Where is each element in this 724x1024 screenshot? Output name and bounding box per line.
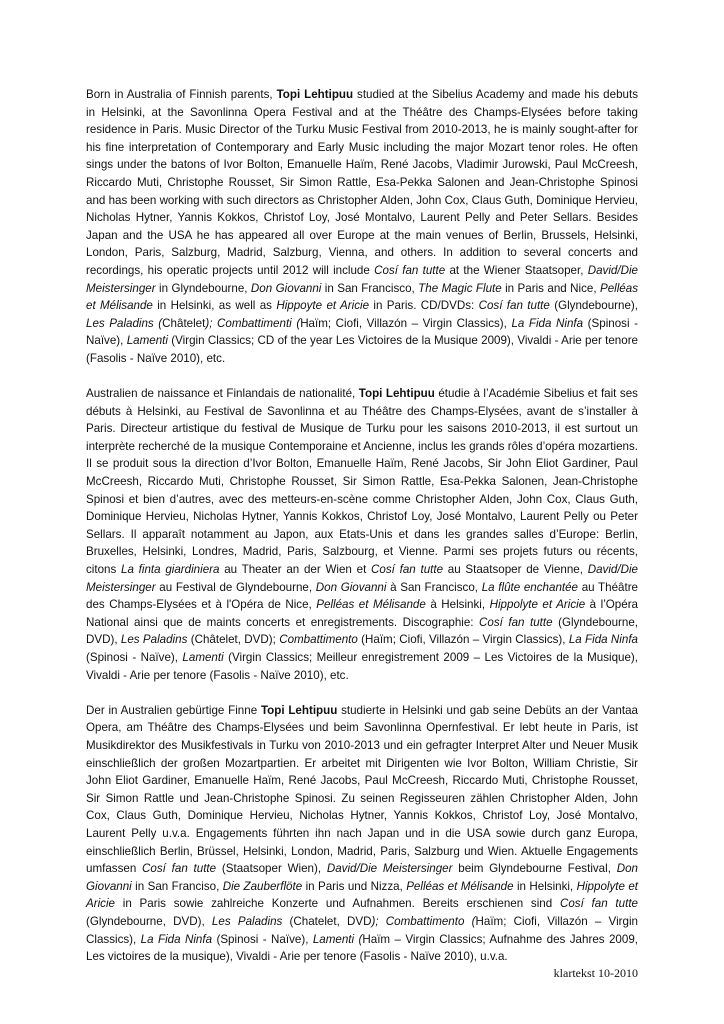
work-title: La flûte enchantée bbox=[481, 580, 579, 594]
text-run: au Théâtre des Champs-Elysées et à l'Opéra de Nice, bbox=[86, 580, 639, 612]
text-run: (Spinosi - Naïve), bbox=[212, 932, 313, 946]
footer-credit: klartekst 10-2010 bbox=[553, 966, 638, 980]
text-run: in San Francisco, bbox=[321, 281, 419, 295]
work-title: Die Zauberflöte bbox=[222, 879, 303, 893]
work-title: Les Paladins bbox=[211, 914, 283, 928]
bio-paragraph-french bbox=[86, 385, 638, 684]
text-run: étudie à l’Académie Sibelius et fait ses débuts à Helsinki, au Festival de Savonlinna et au Théâtre des Champs-Elysées, avant de s’installer à Paris. Directeur artistique du festival de Musique de Turku pour les saisons 2010-2013, il est surtout un interprète recherché de la musique Contemporaine et Ancienne, inclus les grands rôles d’opéra mozartiens. Il se produit sous la direction d’Ivor Bolton, Emanuelle Haïm, René Jacobs, Sir John Eliot Gardiner, Paul McCreesh, Riccardo Muti, Christophe Rousset, Sir Simon Rattle, Esa-Pekka Salonen, Jean-Christophe Spinosi et bien d’autres, avec des metteurs-en-scène comme Christopher Alden, John Cox, Claus Guth, Dominique Hervieu, Nicholas Hytner, Yannis Kokkos, Christof Loy, José Montalvo, Laurent Pelly ou Peter Sellars. Il apparaît notamment au Japon, aux Etats-Unis et dans les grandes salles d’Europe: Berlin, Bruxelles, Helsinki, Londres, Madrid, Paris, Salzbourg, et Vienne. Parmi ses projets futurs ou récents, citons bbox=[86, 387, 638, 577]
text-run: Haïm – Virgin Classics; Aufnahme des Jahres 2009, Les victoires de la musique), Vivaldi - Arie per tenore (Fasolis - Naïve 2010), u.v.a. bbox=[86, 932, 638, 964]
text-run: (Virgin Classics; Meilleur enregistrement 2009 – Les Victoires de la Musique), Vivaldi - Arie per tenore (Fasolis - Naïve 2010), etc. bbox=[86, 651, 639, 682]
text-run: in Helsinki, as well as bbox=[152, 299, 277, 313]
work-title: Combattimento bbox=[279, 633, 358, 647]
document-page bbox=[86, 86, 638, 983]
text-run: (Spinosi - Naïve), bbox=[86, 316, 638, 348]
text-run: (Glyndebourne, DVD), bbox=[86, 914, 212, 928]
text-run: (Spinosi - Naïve), bbox=[86, 651, 183, 664]
text-run: Der in Australien gebürtige Finne bbox=[86, 703, 261, 717]
text-run: (Châtelet, DVD); bbox=[187, 633, 280, 647]
text-run: in Paris sowie zahlreiche Konzerte und Aufnahmen. Bereits erschienen sind bbox=[115, 897, 560, 911]
work-title: Don Giovanni bbox=[250, 281, 322, 295]
work-title: ); Combattimenti ( bbox=[205, 316, 301, 330]
work-title: Les Paladins bbox=[120, 633, 188, 647]
work-title: Lamenti ( bbox=[312, 932, 363, 946]
work-title: Lamenti bbox=[126, 334, 168, 348]
text-run: at the Wiener Staatsoper, bbox=[445, 263, 588, 277]
work-title: Hippoyte et Aricie bbox=[276, 299, 370, 313]
artist-name: Topi Lehtipuu bbox=[260, 703, 338, 717]
work-title: Les Paladins ( bbox=[86, 316, 163, 330]
text-run: studied at the Sibelius Academy and made his debuts in Helsinki, at the Savonlinna Opera Festival and at the Théâtre des Champs-Elysées before taking residence in Paris. Music Director of the Turku Music Festival from 2010-2013, he is mainly sought-after for his fine interpretation of Contemporary and Early Music including the major Mozart tenor roles. He often sings under the batons of Ivor Bolton, Emanuelle Haïm, René Jacobs, Vladimir Jurowski, Paul McCreesh, Riccardo Muti, Christophe Rousset, Sir Simon Rattle, Esa-Pekka Salonen and Jean-Christophe Spinosi and has been working with such directors as Christopher Alden, John Cox, Claus Guth, Dominique Hervieu, Nicholas Hytner, Yannis Kokkos, Christof Loy, José Montalvo, Laurent Pelly and Peter Sellars. Besides Japan and the USA he has appeared all over Europe at the main venues of Berlin, Brussels, Helsinki, London, Paris, Salzburg, Madrid, Salzburg, Vienna, and others. In addition to several concerts and recordings, his operatic projects until 2012 will include bbox=[86, 88, 638, 277]
text-run: (Glyndebourne, DVD), bbox=[86, 615, 638, 647]
work-title: La finta giardiniera bbox=[121, 563, 220, 577]
text-run: in San Franciso, bbox=[131, 879, 223, 893]
text-run: beim Glyndebourne Festival, bbox=[452, 862, 617, 876]
work-title: Lamenti bbox=[182, 651, 224, 664]
text-run: à San Francisco, bbox=[386, 580, 482, 594]
text-run: in Glyndebourne, bbox=[155, 281, 251, 295]
work-title: Hippolyte et Aricie bbox=[86, 879, 639, 911]
work-title: Pelléas et Mélisande bbox=[86, 281, 638, 313]
text-run: in Paris. CD/DVDs: bbox=[369, 299, 479, 313]
text-run: Born in Australia of Finnish parents, bbox=[86, 88, 277, 101]
text-run: (Chatelet, DVD bbox=[282, 914, 372, 928]
text-run: (Glyndebourne), bbox=[549, 299, 638, 313]
text-run: (Virgin Classics; CD of the year Les Victoires de la Musique 2009), Vivaldi - Arie per tenore (Fasolis - Naïve 2010), etc. bbox=[86, 334, 638, 365]
text-run: à Helsinki, bbox=[425, 598, 490, 612]
artist-name: Topi Lehtipuu bbox=[358, 387, 435, 401]
text-run: Australien de naissance et Finlandais de nationalité, bbox=[86, 387, 359, 401]
text-run: in Helsinki, bbox=[513, 879, 577, 893]
work-title: Cosí fan tutte bbox=[374, 263, 446, 277]
artist-name: Topi Lehtipuu bbox=[276, 88, 354, 101]
work-title: Cosí fan tutte bbox=[479, 615, 553, 629]
text-run: à l’Opéra National ainsi que de maints concerts et enregistrements. Discographie: bbox=[86, 598, 638, 629]
work-title: Pelléas et Mélisande bbox=[316, 598, 426, 612]
work-title: Cosí fan tutte bbox=[371, 563, 444, 577]
text-run: au Festival de Glyndebourne, bbox=[155, 580, 316, 594]
work-title: La Fida Ninfa bbox=[140, 932, 213, 946]
work-title: Cosí fan tutte bbox=[142, 862, 217, 876]
work-title: Hippolyte et Aricie bbox=[489, 598, 586, 612]
text-run: studierte in Helsinki und gab seine Debüts an der Vantaa Opera, am Théâtre des Champs-Elysées und beim Savonlinna Opernfestival. Er lebt heute in Paris, ist Musikdirektor des Musikfestivals in Turku von 2010-2013 und ein gefragter Interpret Alter und Neuer Musik einschließlich der großen Mozartpartien. Er arbeitet mit Dirigenten wie Ivor Bolton, William Christie, Sir John Eliot Gardiner, Emanuelle Haïm, René Jacobs, Paul McCreesh, Riccardo Muti, Christophe Rousset, Sir Simon Rattle und Jean-Christophe Spinosi. Zu seinen Regisseuren zählen Christopher Alden, John Cox, Claus Guth, Dominique Hervieu, Nicholas Hytner, Yannis Kokkos, Christof Loy, José Montalvo, Laurent Pelly u.v.a. Engagements führten ihn nach Japan und in die USA sowie durch ganz Europa, einschließlich Berlin, Brüssel, Helsinki, London, Madrid, Paris, Salzburg und Wien. Aktuelle Engagements umfassen bbox=[86, 703, 638, 876]
text-run: Haïm; Ciofi, Villazón – Virgin Classics), bbox=[86, 914, 638, 946]
text-run: in Paris und Nizza, bbox=[302, 879, 407, 893]
text-run: Châtelet bbox=[162, 316, 206, 330]
bio-paragraph-english bbox=[86, 86, 638, 368]
text-run: (Staatsoper Wien), bbox=[216, 862, 327, 876]
work-title: La Fida Ninfa bbox=[568, 633, 638, 647]
bio-paragraph-german bbox=[86, 702, 638, 966]
text-run: au Staatsoper de Vienne, bbox=[443, 563, 588, 577]
work-title: David/Die Meistersinger bbox=[86, 263, 638, 295]
work-title: La Fida Ninfa bbox=[511, 316, 584, 330]
text-run: Haïm; Ciofi, Villazón – Virgin Classics), bbox=[300, 316, 512, 330]
text-run: au Theater an der Wien et bbox=[219, 563, 372, 577]
work-title: David/Die Meistersinger bbox=[86, 563, 638, 594]
work-title: Don Giovanni bbox=[315, 580, 387, 594]
work-title: Cosí fan tutte bbox=[559, 897, 638, 911]
work-title: David/Die Meistersinger bbox=[326, 862, 453, 876]
work-title: Pelléas et Mélisande bbox=[406, 879, 514, 893]
work-title: ); Combattimento ( bbox=[371, 914, 476, 928]
work-title: Don Giovanni bbox=[86, 862, 638, 893]
work-title: Cosí fan tutte bbox=[478, 299, 550, 313]
text-run: in Paris and Nice, bbox=[501, 281, 600, 295]
text-run: (Haïm; Ciofi, Villazón – Virgin Classics), bbox=[357, 633, 569, 647]
work-title: The Magic Flute bbox=[418, 281, 502, 295]
